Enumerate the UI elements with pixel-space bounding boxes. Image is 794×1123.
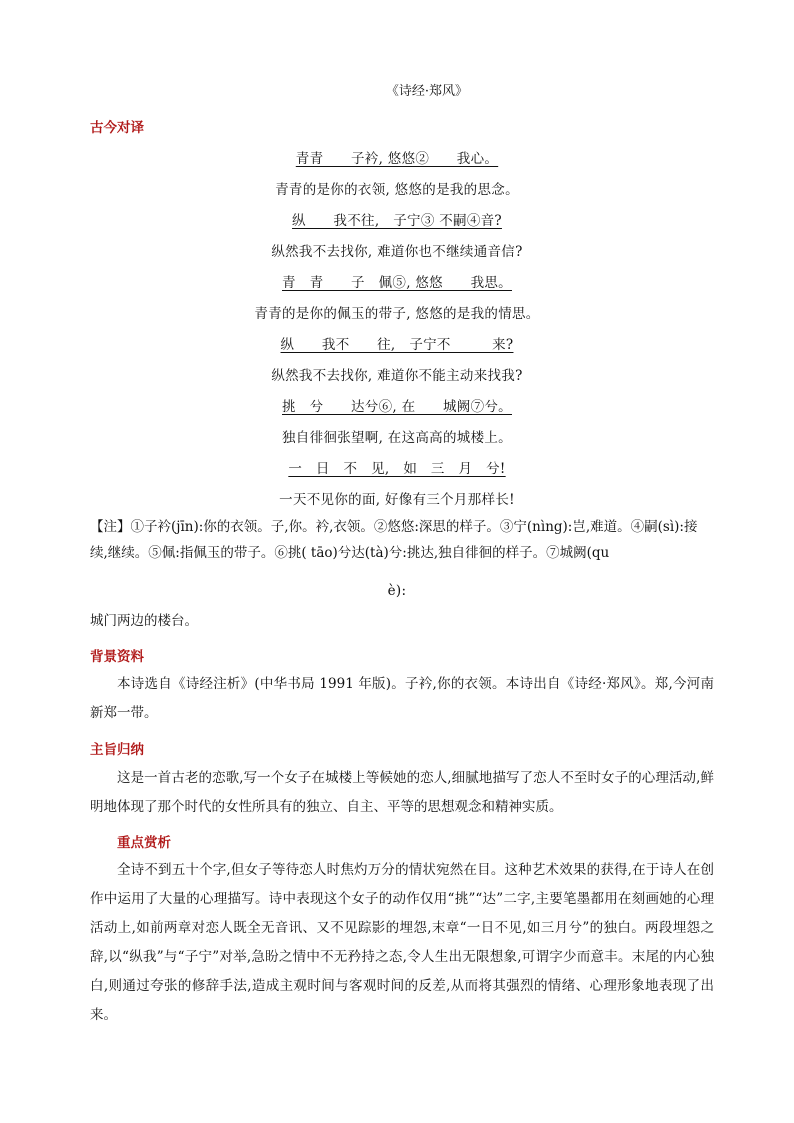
poem-translation-line: 纵然我不去找你, 难道你也不继续通音信? [271, 244, 523, 260]
poem-translation-line: 青青的是你的佩玉的带子, 悠悠的是我的情思。 [254, 306, 540, 322]
poem-original-text: 纵 我不 往, 子宁不 来? [280, 337, 514, 353]
poem-original-text: 挑 兮 达兮⑥, 在 城阙⑦兮。 [282, 399, 512, 415]
poem-original-line [0, 147, 794, 167]
analysis-paragraph: 全诗不到五十个字,但女子等待恋人时焦灼万分的情状宛然在目。这种艺术效果的获得,在于诗人在创作中运用了大量的心理描写。诗中表现这个女子的动作仅用“挑”“达”二字,主要笔墨都用在刻画她的心理活动上,如前两章对恋人既全无音讯、又不见踪影的埋怨,末章“一日不见,如三月兮”的独白。两段埋怨之辞,以“纵我”与“子宁”对举,急盼之情中不无矜持之态,令人生出无限想象,可谓字少而意丰。末尾的内心独白,则通过夸张的修辞手法,造成主观时间与客观时间的反差,从而将其强烈的情绪、心理形象地表现了出来。 [90, 862, 714, 1023]
poem-translation-line: 青青的是你的衣领, 悠悠的是我的思念。 [275, 182, 519, 198]
poem-original-text: 青青 子衿, 悠悠② 我心。 [295, 151, 499, 167]
poem-original-line [0, 457, 794, 477]
section-heading-theme: 主旨归纳 [90, 742, 144, 758]
poem-original-line [0, 209, 794, 229]
annotation-notes-continued: è): [387, 583, 407, 599]
poem-translation-line: 一天不见你的面, 好像有三个月那样长! [279, 492, 515, 508]
poem-translation-line: 纵然我不去找你, 难道你不能主动来找我? [271, 368, 523, 384]
section-heading-background: 背景资料 [90, 649, 144, 665]
poem-original-line [0, 395, 794, 415]
annotation-notes-last: 城门两边的楼台。 [90, 613, 198, 629]
annotation-notes: 【注】①子衿(jīn):你的衣领。子,你。衿,衣领。②悠悠:深思的样子。③宁(nìng):岂,难道。④嗣(sì):接续,继续。⑤佩:指佩玉的带子。⑥挑( tāo)兮达(tà)兮:挑达,独自徘徊的样子。⑦城阙(qu [90, 519, 698, 561]
section-heading-analysis: 重点赏析 [117, 835, 171, 851]
poem-original-text: 一 日 不 见, 如 三 月 兮! [288, 461, 506, 477]
poem-original-line [0, 333, 794, 353]
section-heading-translation: 古今对译 [90, 120, 144, 136]
theme-paragraph: 这是一首古老的恋歌,写一个女子在城楼上等候她的恋人,细腻地描写了恋人不至时女子的心理活动,鲜明地体现了那个时代的女性所具有的独立、自主、平等的思想观念和精神实质。 [90, 770, 714, 815]
document-title: 《诗经·郑风》 [385, 84, 469, 99]
poem-original-text: 纵 我不往, 子宁③ 不嗣④音? [292, 213, 502, 229]
poem-translation-line: 独自徘徊张望啊, 在这高高的城楼上。 [282, 430, 512, 446]
background-paragraph: 本诗选自《诗经注析》(中华书局 1991 年版)。子衿,你的衣领。本诗出自《诗经·郑风》。郑,今河南新郑一带。 [90, 676, 714, 721]
poem-original-text: 青 青 子 佩⑤, 悠悠 我思。 [282, 275, 512, 291]
poem-original-line [0, 271, 794, 291]
